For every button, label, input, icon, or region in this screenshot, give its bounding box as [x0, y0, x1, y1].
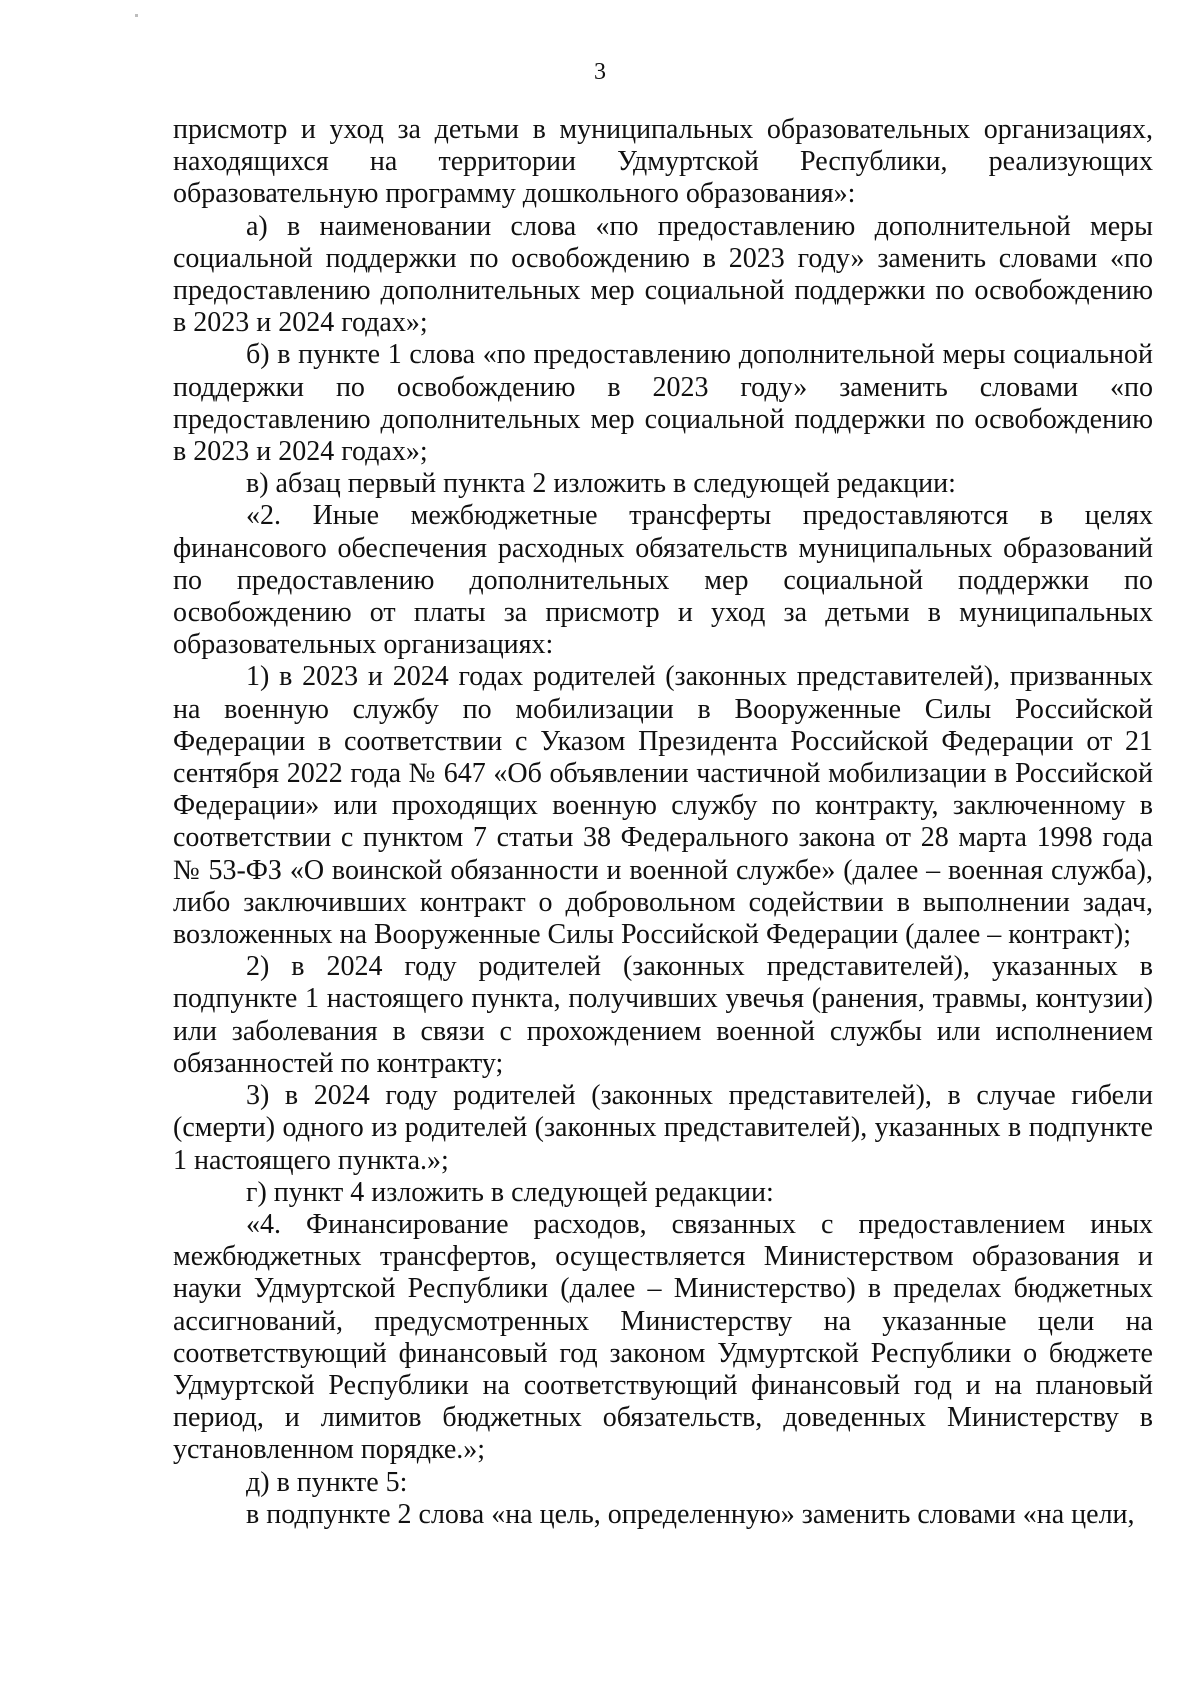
paragraph-item-a: а) в наименовании слова «по предоставлению дополнительной меры социальной поддержки по освобождению в 2023 году» заменить словами «по предоставлению дополнительных мер социальной поддержки по освобождению в 2023 и 2024 годах»;	[173, 210, 1153, 339]
paragraph-clause-4: «4. Финансирование расходов, связанных с предоставлением иных межбюджетных трансфертов, осуществляется Министерством образования и науки Удмуртской Республики (далее – Министерство) в пределах бюджетных ассигнований, предусмотренных Министерству на указанные цели на соответствующий финансовый год законом Удмуртской Республики о бюджете Удмуртской Республики на соответствующий финансовый год и на плановый период, и лимитов бюджетных обязательств, доведенных Министерству в установленном порядке.»;	[173, 1208, 1153, 1466]
paragraph-item-g: г) пункт 4 изложить в следующей редакции:	[246, 1176, 774, 1208]
paragraph-item-d: д) в пункте 5:	[246, 1466, 408, 1498]
page-number: 3	[594, 59, 606, 85]
paragraph-subitem-2-text: в подпункте 2 слова «на цель, определенную» заменить словами «на цели,	[246, 1498, 1135, 1530]
paragraph-clause-2: «2. Иные межбюджетные трансферты предоставляются в целях финансового обеспечения расходных обязательств муниципальных образований по предоставлению дополнительных мер социальной поддержки по освобождению от платы за присмотр и уход за детьми в муниципальных образовательных организациях:	[173, 500, 1153, 661]
paragraph-subitem-2: 2) в 2024 году родителей (законных представителей), указанных в подпункте 1 настоящего пункта, получивших увечья (ранения, травмы, контузии) или заболевания в связи с прохождением военной службы или исполнением обязанностей по контракту;	[173, 951, 1153, 1079]
document-body	[173, 114, 1153, 1531]
paragraph-subitem-3: 3) в 2024 году родителей (законных представителей), в случае гибели (смерти) одного из родителей (законных представителей), указанных в подпункте 1 настоящего пункта.»;	[173, 1080, 1153, 1176]
paragraph-continuation: присмотр и уход за детьми в муниципальных образовательных организациях, находящихся на территории Удмуртской Республики, реализующих образовательную программу дошкольного образования»:	[173, 114, 1153, 210]
paragraph-item-b: б) в пункте 1 слова «по предоставлению дополнительной меры социальной поддержки по освобождению в 2023 году» заменить словами «по предоставлению дополнительных мер социальной поддержки по освобождению в 2023 и 2024 годах»;	[173, 339, 1153, 468]
scan-dot	[135, 14, 138, 17]
paragraph-subitem-1: 1) в 2023 и 2024 годах родителей (законных представителей), призванных на военную службу по мобилизации в Вооруженные Силы Российской Федерации в соответствии с Указом Президента Российской Федерации от 21 сентября 2022 года № 647 «Об объявлении частичной мобилизации в Российской Федерации» или проходящих военную службу по контракту, заключенному в соответствии с пунктом 7 статьи 38 Федерального закона от 28 марта 1998 года № 53-ФЗ «О воинской обязанности и военной службе» (далее – военная служба), либо заключивших контракт о добровольном содействии в выполнении задач, возложенных на Вооруженные Силы Российской Федерации (далее – контракт);	[173, 661, 1153, 951]
paragraph-item-v: в) абзац первый пункта 2 изложить в следующей редакции:	[246, 468, 956, 500]
